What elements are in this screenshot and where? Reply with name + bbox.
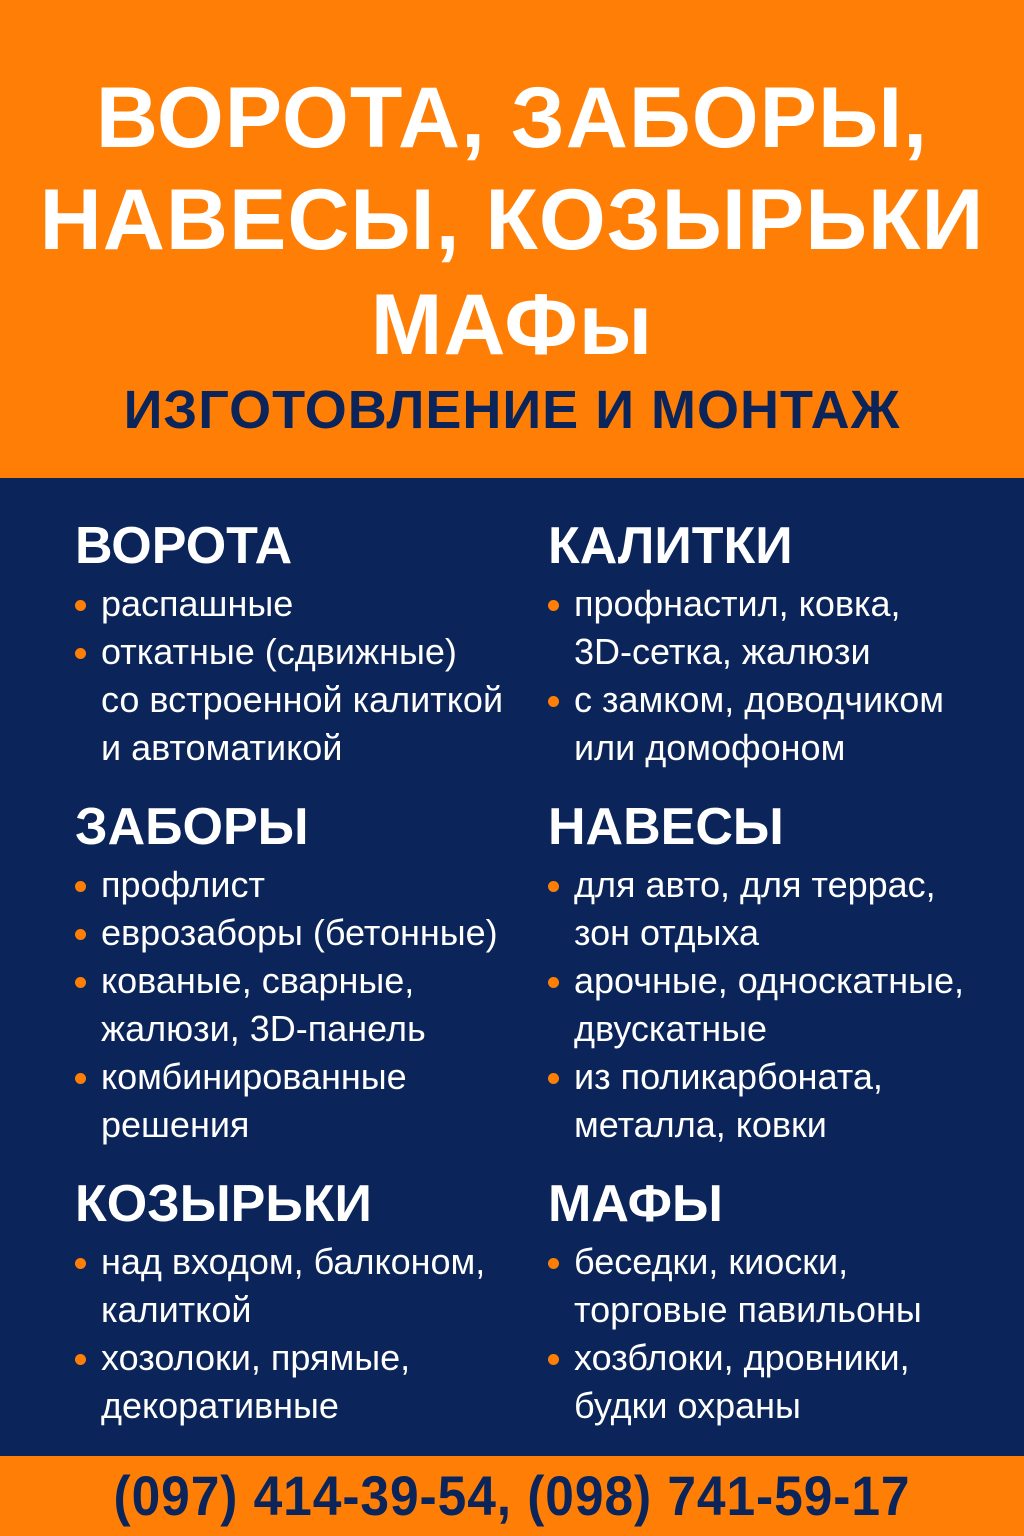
section-title: ВОРОТА [75,517,293,575]
footer-banner [0,1456,1024,1536]
section-list [75,1238,535,1430]
list-item-text: комбинированные решения [101,1056,407,1145]
section-6 [548,1174,1008,1430]
bullet-icon [548,600,559,611]
section-list [548,1238,1008,1430]
list-item-text: хозблоки, дровники, будки охраны [574,1337,910,1426]
bullet-icon [548,881,559,892]
section-list [75,861,535,1149]
bullet-icon [75,1073,86,1084]
list-item-text: беседки, киоски, торговые павильоны [574,1241,922,1330]
list-item-text: с замком, доводчиком или домофоном [574,679,944,768]
section-3 [75,797,535,1149]
section-title: ЗАБОРЫ [75,798,309,856]
title-line-2: НАВЕСЫ, КОЗЫРЬКИ [39,172,985,268]
list-item-text: над входом, балконом, калиткой [101,1241,486,1330]
bullet-icon [548,1354,559,1365]
list-item [548,580,1008,676]
bullet-icon [75,600,86,611]
list-item [548,1053,1008,1149]
bullet-icon [548,1073,559,1084]
bullet-icon [548,696,559,707]
list-item [548,957,1008,1053]
bullet-icon [75,648,86,659]
phone-numbers: (097) 414-39-54, (098) 741-59-17 [113,1464,911,1527]
list-item [75,1238,535,1334]
list-item [75,580,535,628]
list-item-text: хозолоки, прямые, декоративные [101,1337,411,1426]
section-title: КОЗЫРЬКИ [75,1175,372,1233]
section-title: КАЛИТКИ [548,517,793,575]
section-1 [75,516,535,772]
subtitle: ИЗГОТОВЛЕНИЕ И МОНТАЖ [123,380,901,440]
list-item [75,1334,535,1430]
list-item-text: профлист [101,864,265,905]
list-item-text: из поликарбоната, металла, ковки [574,1056,883,1145]
list-item [75,957,535,1053]
bullet-icon [75,929,86,940]
section-title: НАВЕСЫ [548,798,784,856]
list-item-text: еврозаборы (бетонные) [101,912,498,953]
list-item-text: распашные [101,583,294,624]
list-item-text: кованые, сварные, жалюзи, 3D-панель [101,960,426,1049]
title-line-3: МАФы [370,277,654,373]
section-list [75,580,535,772]
list-item [75,1053,535,1149]
bullet-icon [75,881,86,892]
section-4 [548,797,1008,1149]
header-banner [0,0,1024,478]
section-list [548,861,1008,1149]
section-2 [548,516,1008,772]
list-item [75,909,535,957]
list-item [548,1334,1008,1430]
section-5 [75,1174,535,1430]
list-item [75,861,535,909]
bullet-icon [75,977,86,988]
list-item [548,861,1008,957]
section-title: МАФЫ [548,1175,723,1233]
list-item-text: для авто, для террас, зон отдыха [574,864,936,953]
title-line-1: ВОРОТА, ЗАБОРЫ, [95,70,929,166]
bullet-icon [75,1258,86,1269]
list-item-text: профнастил, ковка, 3D-сетка, жалюзи [574,583,901,672]
bullet-icon [548,977,559,988]
section-list [548,580,1008,772]
bullet-icon [75,1354,86,1365]
list-item-text: арочные, односкатные, двускатные [574,960,964,1049]
list-item [548,1238,1008,1334]
list-item [548,676,1008,772]
list-item-text: откатные (сдвижные) со встроенной калиткой и автоматикой [101,631,504,768]
bullet-icon [548,1258,559,1269]
list-item [75,628,535,772]
